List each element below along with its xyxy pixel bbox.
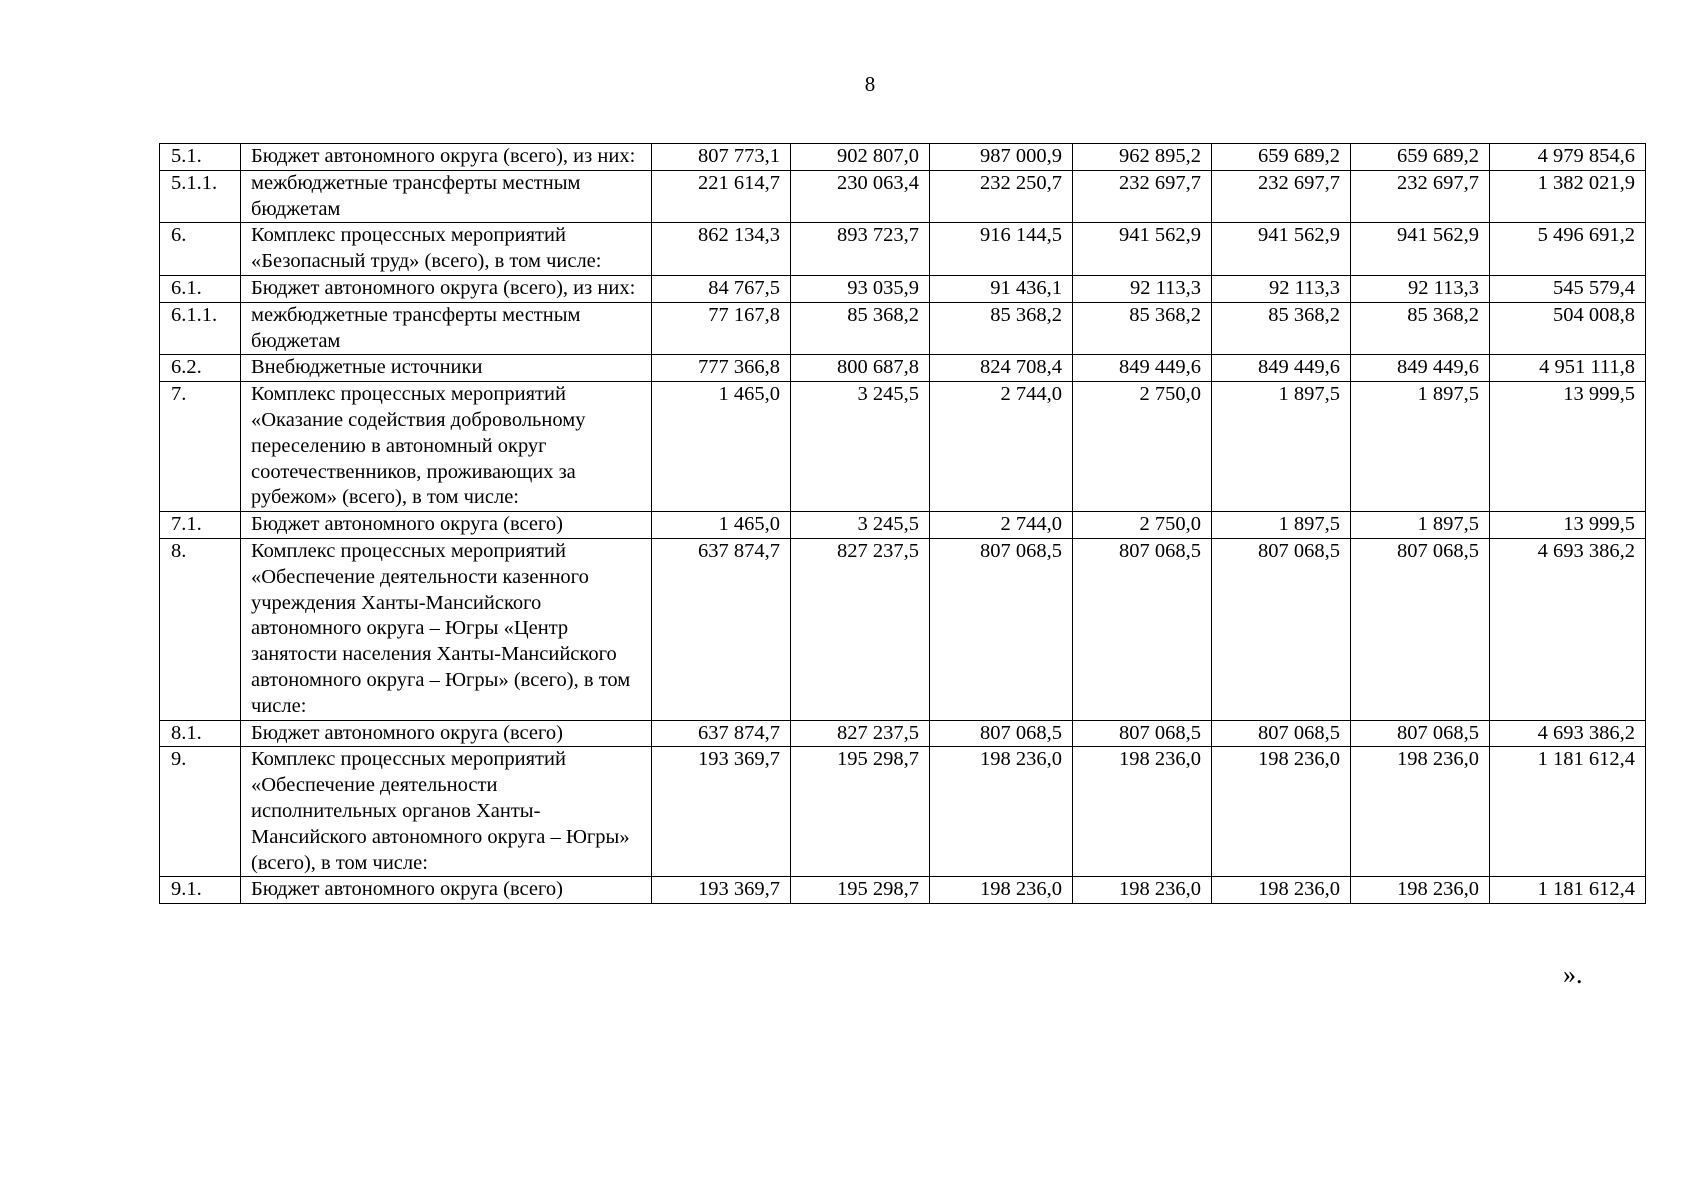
row-value: 637 874,7 (652, 720, 791, 747)
row-value: 77 167,8 (652, 302, 791, 355)
table-row (160, 538, 1646, 720)
row-value: 3 245,5 (791, 512, 930, 539)
row-total: 1 382 021,9 (1490, 170, 1646, 223)
row-name: Бюджет автономного округа (всего) (241, 512, 652, 539)
row-value: 92 113,3 (1351, 275, 1490, 302)
row-name: Комплекс процессных мероприятий «Безопасный труд» (всего), в том числе: (241, 223, 652, 276)
row-value: 198 236,0 (1212, 747, 1351, 877)
table-row (160, 302, 1646, 355)
row-value: 1 465,0 (652, 512, 791, 539)
row-value: 807 068,5 (1351, 720, 1490, 747)
row-total: 13 999,5 (1490, 382, 1646, 512)
row-total: 504 008,8 (1490, 302, 1646, 355)
row-value: 85 368,2 (1212, 302, 1351, 355)
row-code: 9. (160, 747, 241, 877)
page-number: 8 (864, 72, 876, 96)
row-value: 807 068,5 (930, 720, 1073, 747)
row-name: Комплекс процессных мероприятий «Обеспечение деятельности казенного учреждения Ханты-Мансийского автономного округа – Югры «Центр занятости населения Ханты-Мансийского автономного округа – Югры» (всего), в том числе: (241, 538, 652, 720)
row-total: 1 181 612,4 (1490, 877, 1646, 904)
row-value: 2 744,0 (930, 512, 1073, 539)
budget-table (159, 143, 1646, 904)
row-value: 2 750,0 (1073, 382, 1212, 512)
row-name: Бюджет автономного округа (всего), из них: (241, 275, 652, 302)
row-value: 1 465,0 (652, 382, 791, 512)
row-code: 7. (160, 382, 241, 512)
row-value: 198 236,0 (930, 877, 1073, 904)
table-row (160, 512, 1646, 539)
row-value: 807 068,5 (1073, 720, 1212, 747)
row-value: 230 063,4 (791, 170, 930, 223)
row-value: 198 236,0 (930, 747, 1073, 877)
row-value: 916 144,5 (930, 223, 1073, 276)
row-value: 195 298,7 (791, 747, 930, 877)
row-value: 232 250,7 (930, 170, 1073, 223)
row-value: 827 237,5 (791, 720, 930, 747)
row-value: 92 113,3 (1212, 275, 1351, 302)
row-name: Бюджет автономного округа (всего), из них: (241, 144, 652, 171)
row-value: 893 723,7 (791, 223, 930, 276)
row-value: 195 298,7 (791, 877, 930, 904)
row-value: 1 897,5 (1212, 512, 1351, 539)
table-row (160, 170, 1646, 223)
row-value: 92 113,3 (1073, 275, 1212, 302)
row-value: 93 035,9 (791, 275, 930, 302)
row-code: 8.1. (160, 720, 241, 747)
closing-quote: ». (1563, 960, 1583, 989)
row-total: 4 693 386,2 (1490, 538, 1646, 720)
row-code: 9.1. (160, 877, 241, 904)
row-value: 1 897,5 (1212, 382, 1351, 512)
row-value: 193 369,7 (652, 747, 791, 877)
row-value: 800 687,8 (791, 355, 930, 382)
row-value: 221 614,7 (652, 170, 791, 223)
row-value: 807 068,5 (1212, 538, 1351, 720)
row-code: 6.1. (160, 275, 241, 302)
row-name: межбюджетные трансферты местным бюджетам (241, 302, 652, 355)
row-value: 232 697,7 (1212, 170, 1351, 223)
row-value: 827 237,5 (791, 538, 930, 720)
row-code: 5.1.1. (160, 170, 241, 223)
row-value: 85 368,2 (1073, 302, 1212, 355)
row-value: 85 368,2 (1351, 302, 1490, 355)
row-code: 7.1. (160, 512, 241, 539)
table-row (160, 144, 1646, 171)
row-value: 91 436,1 (930, 275, 1073, 302)
table-row (160, 720, 1646, 747)
row-value: 941 562,9 (1212, 223, 1351, 276)
row-value: 987 000,9 (930, 144, 1073, 171)
row-value: 824 708,4 (930, 355, 1073, 382)
row-value: 941 562,9 (1073, 223, 1212, 276)
row-value: 193 369,7 (652, 877, 791, 904)
row-value: 198 236,0 (1351, 877, 1490, 904)
table-body (160, 144, 1646, 904)
row-total: 13 999,5 (1490, 512, 1646, 539)
row-total: 5 496 691,2 (1490, 223, 1646, 276)
row-value: 849 449,6 (1351, 355, 1490, 382)
row-value: 198 236,0 (1212, 877, 1351, 904)
row-total: 4 979 854,6 (1490, 144, 1646, 171)
row-name: Внебюджетные источники (241, 355, 652, 382)
table-row (160, 355, 1646, 382)
row-value: 941 562,9 (1351, 223, 1490, 276)
row-value: 902 807,0 (791, 144, 930, 171)
row-value: 659 689,2 (1351, 144, 1490, 171)
row-value: 849 449,6 (1212, 355, 1351, 382)
row-total: 1 181 612,4 (1490, 747, 1646, 877)
row-value: 198 236,0 (1351, 747, 1490, 877)
row-value: 637 874,7 (652, 538, 791, 720)
row-value: 807 068,5 (1073, 538, 1212, 720)
row-value: 849 449,6 (1073, 355, 1212, 382)
row-value: 807 068,5 (1351, 538, 1490, 720)
row-code: 6.2. (160, 355, 241, 382)
row-value: 198 236,0 (1073, 877, 1212, 904)
row-value: 84 767,5 (652, 275, 791, 302)
row-value: 1 897,5 (1351, 382, 1490, 512)
row-name: межбюджетные трансферты местным бюджетам (241, 170, 652, 223)
row-value: 807 773,1 (652, 144, 791, 171)
row-value: 232 697,7 (1351, 170, 1490, 223)
row-value: 659 689,2 (1212, 144, 1351, 171)
table-row (160, 275, 1646, 302)
row-value: 2 744,0 (930, 382, 1073, 512)
row-total: 4 693 386,2 (1490, 720, 1646, 747)
row-value: 962 895,2 (1073, 144, 1212, 171)
row-total: 4 951 111,8 (1490, 355, 1646, 382)
row-value: 2 750,0 (1073, 512, 1212, 539)
table-row (160, 877, 1646, 904)
table-row (160, 382, 1646, 512)
row-total: 545 579,4 (1490, 275, 1646, 302)
row-value: 777 366,8 (652, 355, 791, 382)
row-value: 3 245,5 (791, 382, 930, 512)
row-name: Комплекс процессных мероприятий «Обеспечение деятельности исполнительных органов Ханты-Мансийского автономного округа – Югры» (всего), в том числе: (241, 747, 652, 877)
row-name: Бюджет автономного округа (всего) (241, 877, 652, 904)
row-value: 862 134,3 (652, 223, 791, 276)
row-code: 8. (160, 538, 241, 720)
row-value: 807 068,5 (1212, 720, 1351, 747)
row-code: 6.1.1. (160, 302, 241, 355)
row-value: 232 697,7 (1073, 170, 1212, 223)
table-row (160, 223, 1646, 276)
row-name: Бюджет автономного округа (всего) (241, 720, 652, 747)
row-code: 6. (160, 223, 241, 276)
row-name: Комплекс процессных мероприятий «Оказание содействия добровольному переселению в автономный округ соотечественников, проживающих за рубежом» (всего), в том числе: (241, 382, 652, 512)
row-value: 807 068,5 (930, 538, 1073, 720)
table-row (160, 747, 1646, 877)
row-value: 85 368,2 (930, 302, 1073, 355)
row-value: 85 368,2 (791, 302, 930, 355)
row-code: 5.1. (160, 144, 241, 171)
row-value: 1 897,5 (1351, 512, 1490, 539)
row-value: 198 236,0 (1073, 747, 1212, 877)
